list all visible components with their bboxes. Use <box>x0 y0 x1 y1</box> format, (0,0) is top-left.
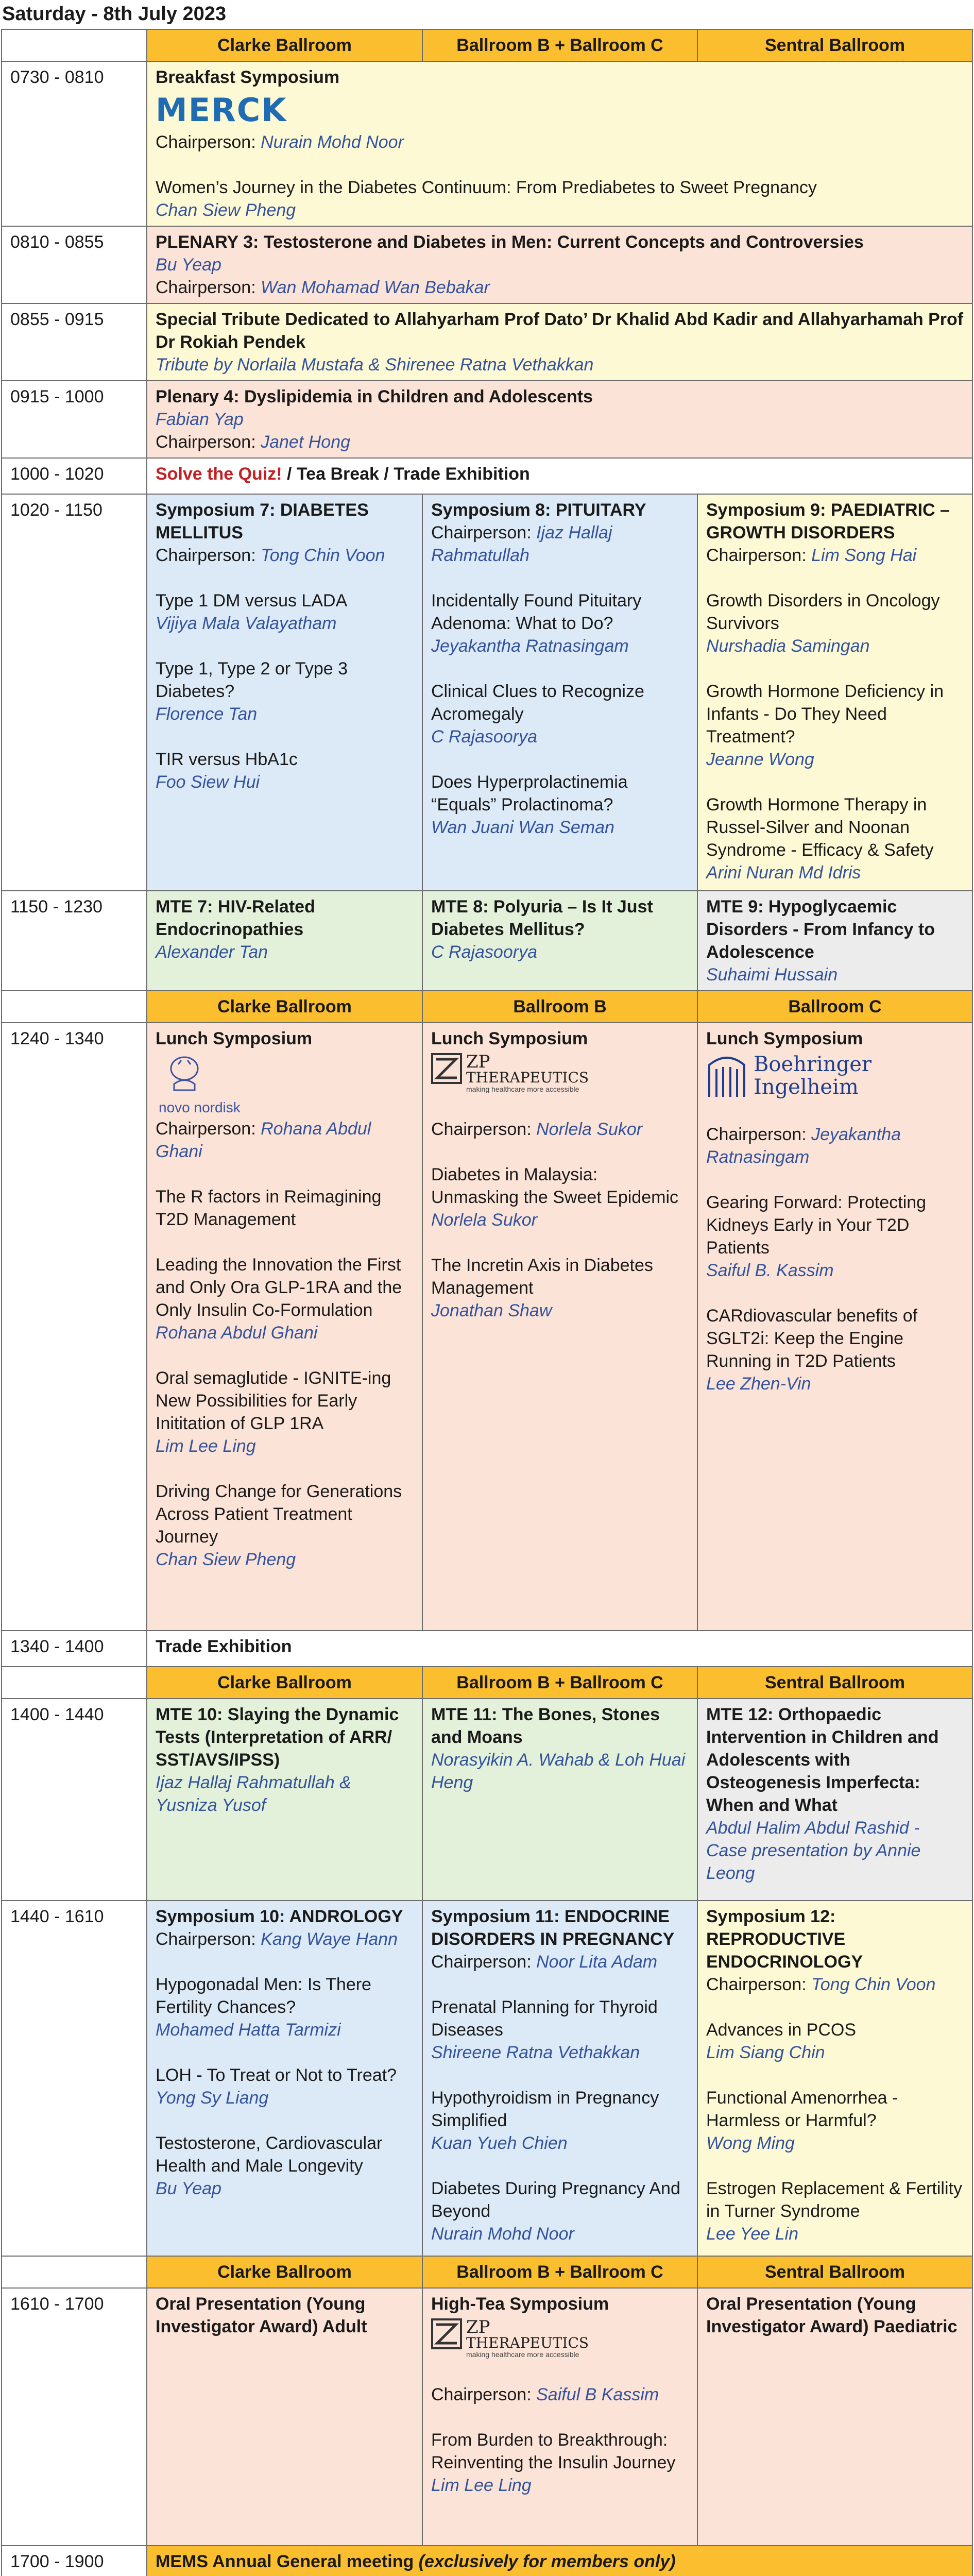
session-cell <box>147 61 972 226</box>
room-header: Ballroom B + Ballroom C <box>422 1667 697 1699</box>
chair-label: Chairperson: <box>431 1120 532 1139</box>
chair-label: Chairperson: <box>156 1119 256 1139</box>
logo-tagline: making healthcare more accessible <box>466 2350 579 2359</box>
talk-title: TIR versus HbA1c <box>156 750 298 769</box>
mte-cell <box>422 1699 697 1901</box>
talk-title: Diabetes in Malaysia: Unmasking the Sweet Epidemic <box>431 1165 679 1207</box>
session-title: Lunch Symposium <box>706 1029 863 1048</box>
talk-title: Estrogen Replacement & Fertility in Turner Syndrome <box>706 2179 962 2221</box>
talk-title: Incidentally Found Pituitary Adenoma: What to Do? <box>431 591 642 633</box>
session-cell: Trade Exhibition <box>147 1631 972 1667</box>
talk-title: Prenatal Planning for Thyroid Diseases <box>431 1997 658 2040</box>
speaker-name: Abdul Halim Abdul Rashid - Case presentation by Annie Leong <box>706 1818 921 1883</box>
session-row <box>2 458 972 494</box>
logo-word: THERAPEUTICS <box>466 2334 589 2351</box>
session-title: MTE 10: Slaying the Dynamic Tests (Interpretation of ARR/ SST/AVS/IPSS) <box>156 1705 399 1770</box>
speaker-name: Lim Siang Chin <box>706 2043 825 2062</box>
chair-label: Chairperson: <box>706 1975 807 1994</box>
session-time: 0730 - 0810 <box>2 61 147 226</box>
symposium-cell <box>422 494 697 891</box>
session-row <box>2 303 972 381</box>
boehringer-ingelheim-logo <box>706 1053 964 1098</box>
talk-title: CARdiovascular benefits of SGLT2i: Keep the Engine Running in T2D Patients <box>706 1306 918 1371</box>
header-blank <box>2 2256 147 2288</box>
chairperson <box>156 276 964 299</box>
talk-title: Leading the Innovation the First and Only Ora GLP-1RA and the Only Insulin Co-Formulation <box>156 1255 402 1320</box>
speaker-name: Alexander Tan <box>156 942 268 962</box>
speaker-name: Lee Yee Lin <box>706 2224 798 2244</box>
talk-title: Gearing Forward: Protecting Kidneys Early in Your T2D Patients <box>706 1193 927 1258</box>
speaker-name: Bu Yeap <box>156 255 221 275</box>
talk-title: Does Hyperprolactinemia “Equals” Prolactinoma? <box>431 772 628 815</box>
quiz-label: Solve the Quiz! <box>156 464 282 484</box>
talk-title: Growth Hormone Therapy in Russel-Silver and Noonan Syndrome - Efficacy & Safety <box>706 795 934 860</box>
zp-therapeutics-logo <box>431 2318 689 2359</box>
speaker-name: Chan Siew Pheng <box>156 1550 296 1569</box>
speaker-name: Mohamed Hatta Tarmizi <box>156 2020 341 2040</box>
session-row <box>2 494 972 891</box>
session-time: 1440 - 1610 <box>2 1901 147 2256</box>
room-header: Clarke Ballroom <box>147 1667 422 1699</box>
talk-title: Oral semaglutide - IGNITE-ing New Possibilities for Early Inititation of GLP 1RA <box>156 1368 391 1433</box>
session-row <box>2 1023 972 1631</box>
chair-name: Janet Hong <box>261 432 351 452</box>
chairperson <box>431 1118 689 1141</box>
logo-text: ZP <box>466 2317 490 2337</box>
session-row <box>2 1631 972 1667</box>
chairperson <box>156 431 964 453</box>
session-row <box>2 2288 972 2546</box>
talk-title: LOH - To Treat or Not to Treat? <box>156 2065 397 2085</box>
room-header: Sentral Ballroom <box>697 29 972 61</box>
session-title: MTE 7: HIV-Related Endocrinopathies <box>156 897 315 939</box>
session-cell <box>147 458 972 494</box>
session-title: Special Tribute Dedicated to Allahyarham Prof Dato’ Dr Khalid Abd Kadir and Allahyarhamah Prof Dr Rokiah Pendek <box>156 310 964 352</box>
talk-title: Women’s Journey in the Diabetes Continuum: From Prediabetes to Sweet Pregnancy <box>156 178 817 197</box>
speaker-name: Chan Siew Pheng <box>156 200 296 220</box>
session-time: 0915 - 1000 <box>2 381 147 458</box>
room-header-row <box>2 29 972 61</box>
logo-text-2: Ingelheim <box>754 1075 859 1099</box>
talk-title: Functional Amenorrhea - Harmless or Harmful? <box>706 2088 898 2130</box>
speaker-name: Rohana Abdul Ghani <box>156 1323 318 1343</box>
talk-title: Hypogonadal Men: Is There Fertility Chances? <box>156 1975 371 2017</box>
room-header-row <box>2 991 972 1023</box>
speaker-name: C Rajasoorya <box>431 942 537 962</box>
zp-therapeutics-logo <box>431 1053 689 1093</box>
talk-title: From Burden to Breakthrough: Reinventing the Insulin Journey <box>431 2430 676 2472</box>
speaker-name: Bu Yeap <box>156 2179 221 2198</box>
agm-title: MEMS Annual General meeting <box>156 2552 419 2571</box>
session-title: Breakfast Symposium <box>156 67 340 87</box>
header-blank <box>2 991 147 1023</box>
chair-label: Chairperson: <box>431 2385 532 2404</box>
talk-title: The Incretin Axis in Diabetes Management <box>431 1256 653 1298</box>
chair-name: Norlela Sukor <box>536 1120 643 1139</box>
room-header: Clarke Ballroom <box>147 2256 422 2288</box>
speaker-name: C Rajasoorya <box>431 727 537 747</box>
mte-cell <box>697 891 972 991</box>
session-time: 1400 - 1440 <box>2 1699 147 1901</box>
session-row <box>2 1901 972 2256</box>
header-blank <box>2 29 147 61</box>
tribute-line: Tribute by Norlaila Mustafa & Shirenee Ratna Vethakkan <box>156 355 594 375</box>
room-header: Ballroom C <box>697 991 972 1023</box>
room-header: Clarke Ballroom <box>147 29 422 61</box>
lunch-cell <box>697 1023 972 1631</box>
room-header-row <box>2 1667 972 1699</box>
speaker-name: Yong Sy Liang <box>156 2088 269 2108</box>
chair-label: Chairperson: <box>156 132 256 152</box>
symposium-cell <box>422 1901 697 2256</box>
session-row <box>2 2546 972 2576</box>
talk-title: Type 1 DM versus LADA <box>156 591 348 611</box>
talk-title: Clinical Clues to Recognize Acromegaly <box>431 682 644 724</box>
speaker-name: Florence Tan <box>156 704 258 724</box>
chair-label: Chairperson: <box>431 1952 532 1972</box>
session-row <box>2 1699 972 1901</box>
mte-cell <box>147 1699 422 1901</box>
mte-cell <box>422 891 697 991</box>
speaker-name: Norlela Sukor <box>431 1210 537 1230</box>
speaker-name: Lee Zhen-Vin <box>706 1374 811 1394</box>
chair-name: Saiful B Kassim <box>536 2385 659 2404</box>
chairperson <box>706 544 964 567</box>
chairperson <box>156 544 414 567</box>
session-time: 1150 - 1230 <box>2 891 147 991</box>
chairperson <box>431 2383 689 2406</box>
speaker-name: Norasyikin A. Wahab & Loh Huai Heng <box>431 1750 686 1792</box>
session-title: Symposium 10: ANDROLOGY <box>156 1907 403 1926</box>
chair-name: Wan Mohamad Wan Bebakar <box>261 278 490 297</box>
session-title: Lunch Symposium <box>431 1029 588 1048</box>
chair-name: Lim Song Hai <box>811 546 917 565</box>
chairperson <box>431 1951 689 1973</box>
speaker-name: Nurain Mohd Noor <box>431 2224 574 2244</box>
chairperson <box>706 1973 964 1996</box>
break-label: / Tea Break / Trade Exhibition <box>282 464 530 484</box>
speaker-name: Shireene Ratna Vethakkan <box>431 2043 640 2062</box>
mte-cell <box>147 891 422 991</box>
session-time: 1020 - 1150 <box>2 494 147 891</box>
bi-building-icon <box>706 1054 747 1098</box>
zp-square-icon <box>431 1053 462 1084</box>
chair-name: Tong Chin Voon <box>811 1975 936 1994</box>
schedule-table <box>1 29 973 2576</box>
room-header: Sentral Ballroom <box>697 2256 972 2288</box>
chair-label: Chairperson: <box>431 523 532 543</box>
talk-title: Testosterone, Cardiovascular Health and Male Longevity <box>156 2133 383 2176</box>
speaker-name: Lim Lee Ling <box>431 2476 532 2495</box>
speaker-name: Vijiya Mala Valayatham <box>156 614 337 633</box>
talk-title: Hypothyroidism in Pregnancy Simplified <box>431 2088 659 2130</box>
chairperson <box>156 1117 414 1163</box>
chair-name: Jeyakantha Ratnasingam <box>706 1125 901 1167</box>
session-row <box>2 381 972 458</box>
chairperson <box>431 521 689 567</box>
session-title: MTE 8: Polyuria – Is It Just Diabetes Mellitus? <box>431 897 653 939</box>
logo-text: novo nordisk <box>159 1099 241 1115</box>
talk-title: The R factors in Reimagining T2D Management <box>156 1187 382 1229</box>
header-blank <box>2 1667 147 1699</box>
speaker-name: Kuan Yueh Chien <box>431 2133 568 2153</box>
chair-name: Kang Waye Hann <box>261 1929 398 1949</box>
session-title: Lunch Symposium <box>156 1029 313 1048</box>
session-row <box>2 891 972 991</box>
session-title: High-Tea Symposium <box>431 2294 609 2314</box>
session-row <box>2 61 972 226</box>
session-time: 1700 - 1900 <box>2 2546 147 2576</box>
session-title: Symposium 9: PAEDIATRIC – GROWTH DISORDERS <box>706 500 950 543</box>
symposium-cell <box>147 1901 422 2256</box>
agm-note: (exclusively for members only) <box>418 2552 676 2571</box>
talk-title: Diabetes During Pregnancy And Beyond <box>431 2179 680 2221</box>
chair-name: Ijaz Hallaj Rahmatullah <box>431 523 612 565</box>
chairperson <box>156 1928 414 1951</box>
speaker-name: Saiful B. Kassim <box>706 1261 834 1280</box>
session-title: Symposium 12: REPRODUCTIVE ENDOCRINOLOGY <box>706 1907 863 1972</box>
speaker-name: Jonathan Shaw <box>431 1301 552 1320</box>
logo-text-1: Boehringer <box>754 1053 872 1076</box>
novo-nordisk-logo <box>156 1053 414 1115</box>
speaker-name: Suhaimi Hussain <box>706 965 838 985</box>
session-cell <box>147 381 972 458</box>
page-title: Saturday - 8th July 2023 <box>2 3 227 25</box>
chair-name: Nurain Mohd Noor <box>261 132 404 152</box>
lunch-cell <box>422 1023 697 1631</box>
speaker-name: Fabian Yap <box>156 410 244 429</box>
chair-label: Chairperson: <box>706 546 807 565</box>
speaker-name: Foo Siew Hui <box>156 772 260 792</box>
zp-square-icon <box>431 2318 462 2349</box>
speaker-name: Jeanne Wong <box>706 750 814 769</box>
oral-presentation-cell: Oral Presentation (Young Investigator Award) Paediatric <box>697 2288 972 2546</box>
mte-cell <box>697 1699 972 1901</box>
session-cell <box>147 303 972 381</box>
speaker-name: Arini Nuran Md Idris <box>706 863 861 883</box>
merck-logo: MERCK <box>156 91 287 129</box>
symposium-cell <box>697 494 972 891</box>
lunch-cell <box>147 1023 422 1631</box>
session-row <box>2 226 972 303</box>
session-cell <box>147 2546 972 2576</box>
speaker-name: Jeyakantha Ratnasingam <box>431 636 629 656</box>
speaker-name: Nurshadia Samingan <box>706 636 870 656</box>
session-title: Symposium 8: PITUITARY <box>431 500 646 520</box>
session-time: 1240 - 1340 <box>2 1023 147 1631</box>
chair-label: Chairperson: <box>156 278 256 297</box>
chair-label: Chairperson: <box>706 1125 807 1144</box>
room-header: Ballroom B + Ballroom C <box>422 29 697 61</box>
room-header-row <box>2 2256 972 2288</box>
speaker-name: Ijaz Hallaj Rahmatullah & Yusniza Yusof <box>156 1773 351 1815</box>
session-time: 0810 - 0855 <box>2 226 147 303</box>
logo-tagline: making healthcare more accessible <box>466 1085 579 1093</box>
session-time: 1340 - 1400 <box>2 1631 147 1667</box>
talk-title: Growth Hormone Deficiency in Infants - Do They Need Treatment? <box>706 682 944 747</box>
room-header: Ballroom B <box>422 991 697 1023</box>
chair-name: Noor Lita Adam <box>536 1952 658 1972</box>
chair-name: Tong Chin Voon <box>261 546 385 565</box>
room-header: Clarke Ballroom <box>147 991 422 1023</box>
apis-bull-icon <box>159 1053 210 1094</box>
session-time: 1610 - 1700 <box>2 2288 147 2546</box>
session-title: MTE 12: Orthopaedic Intervention in Children and Adolescents with Osteogenesis Imperfecta: When and What <box>706 1705 939 1815</box>
session-time: 1000 - 1020 <box>2 458 147 494</box>
symposium-cell <box>697 1901 972 2256</box>
talk-title: Advances in PCOS <box>706 2020 857 2040</box>
symposium-cell <box>147 494 422 891</box>
session-title: MTE 9: Hypoglycaemic Disorders - From Infancy to Adolescence <box>706 897 935 962</box>
chairperson <box>156 131 964 154</box>
speaker-name: Wong Ming <box>706 2133 795 2153</box>
room-header: Sentral Ballroom <box>697 1667 972 1699</box>
chair-label: Chairperson: <box>156 546 256 565</box>
session-title: MTE 11: The Bones, Stones and Moans <box>431 1705 660 1747</box>
high-tea-cell <box>422 2288 697 2546</box>
session-title: Symposium 7: DIABETES MELLITUS <box>156 500 369 543</box>
chair-label: Chairperson: <box>156 432 256 452</box>
chair-label: Chairperson: <box>156 1929 256 1949</box>
room-header: Ballroom B + Ballroom C <box>422 2256 697 2288</box>
logo-text: ZP <box>466 1052 490 1072</box>
chair-name: Rohana Abdul Ghani <box>156 1119 371 1161</box>
session-title: Plenary 4: Dyslipidemia in Children and Adolescents <box>156 387 593 406</box>
session-cell <box>147 226 972 303</box>
talk-title: Type 1, Type 2 or Type 3 Diabetes? <box>156 659 348 701</box>
chairperson <box>706 1123 964 1168</box>
oral-presentation-cell: Oral Presentation (Young Investigator Award) Adult <box>147 2288 422 2546</box>
talk-title: Growth Disorders in Oncology Survivors <box>706 591 940 633</box>
session-time: 0855 - 0915 <box>2 303 147 381</box>
session-title: Symposium 11: ENDOCRINE DISORDERS IN PREGNANCY <box>431 1907 675 1949</box>
speaker-name: Lim Lee Ling <box>156 1436 256 1456</box>
logo-word: THERAPEUTICS <box>466 1069 589 1086</box>
speaker-name: Wan Juani Wan Seman <box>431 818 614 837</box>
session-title: PLENARY 3: Testosterone and Diabetes in Men: Current Concepts and Controversies <box>156 232 864 252</box>
talk-title: Driving Change for Generations Across Patient Treatment Journey <box>156 1482 402 1547</box>
